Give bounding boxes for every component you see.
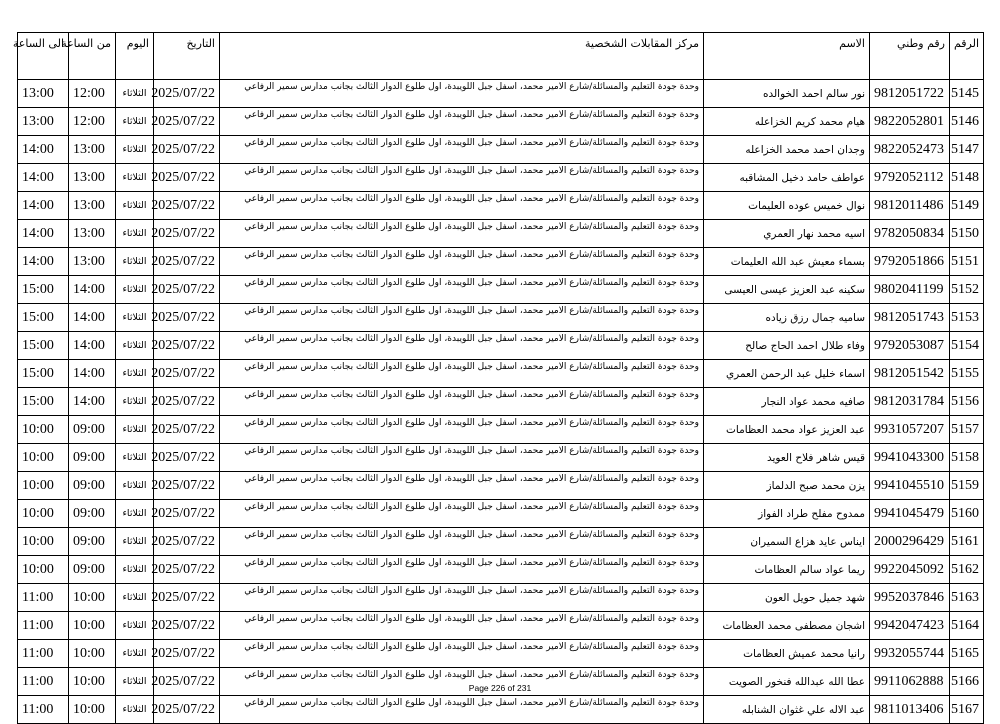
header-day: اليوم bbox=[116, 33, 154, 80]
name-cell: عواطف حامد دخيل المشاقبه bbox=[704, 164, 870, 192]
table-row bbox=[18, 528, 984, 556]
date-cell: 2025/07/22 bbox=[154, 388, 220, 416]
national-id-cell: 9812031784 bbox=[870, 388, 950, 416]
table-row bbox=[18, 332, 984, 360]
to-time-cell: 14:00 bbox=[18, 164, 69, 192]
national-id-cell: 9812051542 bbox=[870, 360, 950, 388]
national-id-cell: 9802041199 bbox=[870, 276, 950, 304]
name-cell: اشجان مصطفى محمد العظامات bbox=[704, 612, 870, 640]
table-row bbox=[18, 80, 984, 108]
day-cell: الثلاثاء bbox=[116, 164, 154, 192]
national-id-cell: 9822052801 bbox=[870, 108, 950, 136]
from-time-cell: 09:00 bbox=[69, 472, 116, 500]
center-cell: وحدة جودة التعليم والمسائلة/شارع الامير محمد، اسفل جبل اللويبدة، اول طلوع الدوار الثالث بجانب مدارس سمير الرفاعي bbox=[220, 584, 704, 612]
row-number: 5146 bbox=[950, 108, 984, 136]
to-time-cell: 14:00 bbox=[18, 192, 69, 220]
name-cell: شهد جميل حويل العون bbox=[704, 584, 870, 612]
from-time-cell: 13:00 bbox=[69, 164, 116, 192]
name-cell: عبد الاله علي غثوان الشنابله bbox=[704, 696, 870, 724]
to-time-cell: 10:00 bbox=[18, 556, 69, 584]
row-number: 5151 bbox=[950, 248, 984, 276]
center-cell: وحدة جودة التعليم والمسائلة/شارع الامير محمد، اسفل جبل اللويبدة، اول طلوع الدوار الثالث بجانب مدارس سمير الرفاعي bbox=[220, 360, 704, 388]
table-row bbox=[18, 108, 984, 136]
national-id-cell: 9812051722 bbox=[870, 80, 950, 108]
table-row bbox=[18, 164, 984, 192]
date-cell: 2025/07/22 bbox=[154, 360, 220, 388]
day-cell: الثلاثاء bbox=[116, 612, 154, 640]
center-cell: وحدة جودة التعليم والمسائلة/شارع الامير محمد، اسفل جبل اللويبدة، اول طلوع الدوار الثالث بجانب مدارس سمير الرفاعي bbox=[220, 416, 704, 444]
date-cell: 2025/07/22 bbox=[154, 500, 220, 528]
from-time-cell: 10:00 bbox=[69, 696, 116, 724]
from-time-cell: 10:00 bbox=[69, 640, 116, 668]
table-row bbox=[18, 248, 984, 276]
to-time-cell: 13:00 bbox=[18, 80, 69, 108]
from-time-cell: 12:00 bbox=[69, 80, 116, 108]
center-cell: وحدة جودة التعليم والمسائلة/شارع الامير محمد، اسفل جبل اللويبدة، اول طلوع الدوار الثالث بجانب مدارس سمير الرفاعي bbox=[220, 388, 704, 416]
row-number: 5159 bbox=[950, 472, 984, 500]
day-cell: الثلاثاء bbox=[116, 444, 154, 472]
to-time-cell: 15:00 bbox=[18, 304, 69, 332]
row-number: 5158 bbox=[950, 444, 984, 472]
center-cell: وحدة جودة التعليم والمسائلة/شارع الامير محمد، اسفل جبل اللويبدة، اول طلوع الدوار الثالث بجانب مدارس سمير الرفاعي bbox=[220, 444, 704, 472]
national-id-cell: 9941045479 bbox=[870, 500, 950, 528]
from-time-cell: 13:00 bbox=[69, 136, 116, 164]
national-id-cell: 9941043300 bbox=[870, 444, 950, 472]
to-time-cell: 14:00 bbox=[18, 136, 69, 164]
table-row bbox=[18, 640, 984, 668]
center-cell: وحدة جودة التعليم والمسائلة/شارع الامير محمد، اسفل جبل اللويبدة، اول طلوع الدوار الثالث بجانب مدارس سمير الرفاعي bbox=[220, 612, 704, 640]
day-cell: الثلاثاء bbox=[116, 472, 154, 500]
national-id-cell: 9782050834 bbox=[870, 220, 950, 248]
name-cell: سكينه عبد العزيز عيسى العيسى bbox=[704, 276, 870, 304]
date-cell: 2025/07/22 bbox=[154, 276, 220, 304]
name-cell: قيس شاهر فلاح العويد bbox=[704, 444, 870, 472]
center-cell: وحدة جودة التعليم والمسائلة/شارع الامير محمد، اسفل جبل اللويبدة، اول طلوع الدوار الثالث بجانب مدارس سمير الرفاعي bbox=[220, 304, 704, 332]
day-cell: الثلاثاء bbox=[116, 668, 154, 696]
name-cell: اسيه محمد نهار العمري bbox=[704, 220, 870, 248]
name-cell: بسماء معيش عبد الله العليمات bbox=[704, 248, 870, 276]
to-time-cell: 11:00 bbox=[18, 668, 69, 696]
name-cell: نوال خميس عوده العليمات bbox=[704, 192, 870, 220]
center-cell: وحدة جودة التعليم والمسائلة/شارع الامير محمد، اسفل جبل اللويبدة، اول طلوع الدوار الثالث بجانب مدارس سمير الرفاعي bbox=[220, 164, 704, 192]
table-row bbox=[18, 584, 984, 612]
interview-schedule-table bbox=[12, 32, 984, 724]
from-time-cell: 09:00 bbox=[69, 528, 116, 556]
from-time-cell: 14:00 bbox=[69, 276, 116, 304]
date-cell: 2025/07/22 bbox=[154, 556, 220, 584]
date-cell: 2025/07/22 bbox=[154, 528, 220, 556]
center-cell: وحدة جودة التعليم والمسائلة/شارع الامير محمد، اسفل جبل اللويبدة، اول طلوع الدوار الثالث بجانب مدارس سمير الرفاعي bbox=[220, 136, 704, 164]
day-cell: الثلاثاء bbox=[116, 696, 154, 724]
row-number: 5147 bbox=[950, 136, 984, 164]
table-row bbox=[18, 304, 984, 332]
national-id-cell: 9792052112 bbox=[870, 164, 950, 192]
table-row bbox=[18, 192, 984, 220]
table-row bbox=[18, 276, 984, 304]
day-cell: الثلاثاء bbox=[116, 220, 154, 248]
day-cell: الثلاثاء bbox=[116, 640, 154, 668]
table-row bbox=[18, 696, 984, 724]
from-time-cell: 14:00 bbox=[69, 304, 116, 332]
day-cell: الثلاثاء bbox=[116, 584, 154, 612]
row-number: 5163 bbox=[950, 584, 984, 612]
center-cell: وحدة جودة التعليم والمسائلة/شارع الامير محمد، اسفل جبل اللويبدة، اول طلوع الدوار الثالث بجانب مدارس سمير الرفاعي bbox=[220, 556, 704, 584]
day-cell: الثلاثاء bbox=[116, 500, 154, 528]
from-time-cell: 09:00 bbox=[69, 556, 116, 584]
date-cell: 2025/07/22 bbox=[154, 192, 220, 220]
row-number: 5149 bbox=[950, 192, 984, 220]
row-number: 5162 bbox=[950, 556, 984, 584]
table-row bbox=[18, 136, 984, 164]
date-cell: 2025/07/22 bbox=[154, 416, 220, 444]
national-id-cell: 9932055744 bbox=[870, 640, 950, 668]
national-id-cell: 2000296429 bbox=[870, 528, 950, 556]
from-time-cell: 13:00 bbox=[69, 192, 116, 220]
to-time-cell: 15:00 bbox=[18, 332, 69, 360]
center-cell: وحدة جودة التعليم والمسائلة/شارع الامير محمد، اسفل جبل اللويبدة، اول طلوع الدوار الثالث بجانب مدارس سمير الرفاعي bbox=[220, 108, 704, 136]
row-number: 5154 bbox=[950, 332, 984, 360]
national-id-cell: 9812011486 bbox=[870, 192, 950, 220]
national-id-cell: 9792053087 bbox=[870, 332, 950, 360]
to-time-cell: 14:00 bbox=[18, 248, 69, 276]
name-cell: عبد العزيز عواد محمد العظامات bbox=[704, 416, 870, 444]
from-time-cell: 12:00 bbox=[69, 108, 116, 136]
name-cell: ريما عواد سالم العظامات bbox=[704, 556, 870, 584]
table-row bbox=[18, 220, 984, 248]
day-cell: الثلاثاء bbox=[116, 248, 154, 276]
name-cell: ايناس عايد هزاع السميران bbox=[704, 528, 870, 556]
national-id-cell: 9911062888 bbox=[870, 668, 950, 696]
header-row bbox=[18, 33, 984, 80]
from-time-cell: 14:00 bbox=[69, 388, 116, 416]
center-cell: وحدة جودة التعليم والمسائلة/شارع الامير محمد، اسفل جبل اللويبدة، اول طلوع الدوار الثالث بجانب مدارس سمير الرفاعي bbox=[220, 696, 704, 724]
day-cell: الثلاثاء bbox=[116, 416, 154, 444]
date-cell: 2025/07/22 bbox=[154, 584, 220, 612]
day-cell: الثلاثاء bbox=[116, 388, 154, 416]
name-cell: رانيا محمد عميش العظامات bbox=[704, 640, 870, 668]
national-id-cell: 9792051866 bbox=[870, 248, 950, 276]
row-number: 5165 bbox=[950, 640, 984, 668]
date-cell: 2025/07/22 bbox=[154, 472, 220, 500]
row-number: 5161 bbox=[950, 528, 984, 556]
row-number: 5160 bbox=[950, 500, 984, 528]
date-cell: 2025/07/22 bbox=[154, 248, 220, 276]
row-number: 5145 bbox=[950, 80, 984, 108]
from-time-cell: 13:00 bbox=[69, 220, 116, 248]
day-cell: الثلاثاء bbox=[116, 556, 154, 584]
table-row bbox=[18, 472, 984, 500]
from-time-cell: 10:00 bbox=[69, 612, 116, 640]
header-number: الرقم bbox=[950, 33, 984, 80]
date-cell: 2025/07/22 bbox=[154, 668, 220, 696]
from-time-cell: 09:00 bbox=[69, 444, 116, 472]
to-time-cell: 10:00 bbox=[18, 472, 69, 500]
day-cell: الثلاثاء bbox=[116, 108, 154, 136]
national-id-cell: 9922045092 bbox=[870, 556, 950, 584]
national-id-cell: 9941045510 bbox=[870, 472, 950, 500]
row-number: 5156 bbox=[950, 388, 984, 416]
from-time-cell: 14:00 bbox=[69, 332, 116, 360]
header-national-id: رقم وطني bbox=[870, 33, 950, 80]
date-cell: 2025/07/22 bbox=[154, 220, 220, 248]
name-cell: وفاء طلال احمد الحاج صالح bbox=[704, 332, 870, 360]
row-number: 5150 bbox=[950, 220, 984, 248]
table-row bbox=[18, 388, 984, 416]
to-time-cell: 13:00 bbox=[18, 108, 69, 136]
date-cell: 2025/07/22 bbox=[154, 108, 220, 136]
table-row bbox=[18, 556, 984, 584]
national-id-cell: 9812051743 bbox=[870, 304, 950, 332]
to-time-cell: 10:00 bbox=[18, 528, 69, 556]
name-cell: يزن محمد صبح الدلماز bbox=[704, 472, 870, 500]
to-time-cell: 14:00 bbox=[18, 220, 69, 248]
to-time-cell: 15:00 bbox=[18, 388, 69, 416]
date-cell: 2025/07/22 bbox=[154, 164, 220, 192]
to-time-cell: 11:00 bbox=[18, 612, 69, 640]
row-number: 5153 bbox=[950, 304, 984, 332]
day-cell: الثلاثاء bbox=[116, 80, 154, 108]
name-cell: عطا الله عبدالله فنخور الصويت bbox=[704, 668, 870, 696]
row-number: 5167 bbox=[950, 696, 984, 724]
center-cell: وحدة جودة التعليم والمسائلة/شارع الامير محمد، اسفل جبل اللويبدة، اول طلوع الدوار الثالث بجانب مدارس سمير الرفاعي bbox=[220, 528, 704, 556]
date-cell: 2025/07/22 bbox=[154, 304, 220, 332]
row-number: 5155 bbox=[950, 360, 984, 388]
date-cell: 2025/07/22 bbox=[154, 332, 220, 360]
national-id-cell: 9952037846 bbox=[870, 584, 950, 612]
day-cell: الثلاثاء bbox=[116, 360, 154, 388]
row-number: 5164 bbox=[950, 612, 984, 640]
row-number: 5148 bbox=[950, 164, 984, 192]
from-time-cell: 10:00 bbox=[69, 584, 116, 612]
date-cell: 2025/07/22 bbox=[154, 612, 220, 640]
header-to: الى الساعة bbox=[18, 33, 69, 80]
name-cell: هيام محمد كريم الخزاعله bbox=[704, 108, 870, 136]
name-cell: ممدوح مفلح طراد الفواز bbox=[704, 500, 870, 528]
center-cell: وحدة جودة التعليم والمسائلة/شارع الامير محمد، اسفل جبل اللويبدة، اول طلوع الدوار الثالث بجانب مدارس سمير الرفاعي bbox=[220, 500, 704, 528]
day-cell: الثلاثاء bbox=[116, 192, 154, 220]
header-from: من الساعة bbox=[69, 33, 116, 80]
center-cell: وحدة جودة التعليم والمسائلة/شارع الامير محمد، اسفل جبل اللويبدة، اول طلوع الدوار الثالث بجانب مدارس سمير الرفاعي bbox=[220, 276, 704, 304]
day-cell: الثلاثاء bbox=[116, 304, 154, 332]
name-cell: وجدان احمد محمد الخزاعله bbox=[704, 136, 870, 164]
table-row bbox=[18, 444, 984, 472]
from-time-cell: 14:00 bbox=[69, 360, 116, 388]
to-time-cell: 11:00 bbox=[18, 640, 69, 668]
day-cell: الثلاثاء bbox=[116, 332, 154, 360]
name-cell: ساميه جمال رزق زياده bbox=[704, 304, 870, 332]
day-cell: الثلاثاء bbox=[116, 528, 154, 556]
center-cell: وحدة جودة التعليم والمسائلة/شارع الامير محمد، اسفل جبل اللويبدة، اول طلوع الدوار الثالث بجانب مدارس سمير الرفاعي bbox=[220, 668, 704, 696]
to-time-cell: 10:00 bbox=[18, 500, 69, 528]
center-cell: وحدة جودة التعليم والمسائلة/شارع الامير محمد، اسفل جبل اللويبدة، اول طلوع الدوار الثالث بجانب مدارس سمير الرفاعي bbox=[220, 192, 704, 220]
row-number: 5152 bbox=[950, 276, 984, 304]
center-cell: وحدة جودة التعليم والمسائلة/شارع الامير محمد، اسفل جبل اللويبدة، اول طلوع الدوار الثالث بجانب مدارس سمير الرفاعي bbox=[220, 248, 704, 276]
national-id-cell: 9942047423 bbox=[870, 612, 950, 640]
date-cell: 2025/07/22 bbox=[154, 444, 220, 472]
table-row bbox=[18, 416, 984, 444]
table-row bbox=[18, 500, 984, 528]
name-cell: صافيه محمد عواد النجار bbox=[704, 388, 870, 416]
center-cell: وحدة جودة التعليم والمسائلة/شارع الامير محمد، اسفل جبل اللويبدة، اول طلوع الدوار الثالث بجانب مدارس سمير الرفاعي bbox=[220, 640, 704, 668]
center-cell: وحدة جودة التعليم والمسائلة/شارع الامير محمد، اسفل جبل اللويبدة، اول طلوع الدوار الثالث بجانب مدارس سمير الرفاعي bbox=[220, 472, 704, 500]
name-cell: اسماء خليل عبد الرحمن العمري bbox=[704, 360, 870, 388]
center-cell: وحدة جودة التعليم والمسائلة/شارع الامير محمد، اسفل جبل اللويبدة، اول طلوع الدوار الثالث بجانب مدارس سمير الرفاعي bbox=[220, 220, 704, 248]
name-cell: نور سالم احمد الخوالده bbox=[704, 80, 870, 108]
page-number: Page 226 of 231 bbox=[468, 683, 532, 693]
header-name: الاسم bbox=[704, 33, 870, 80]
from-time-cell: 09:00 bbox=[69, 416, 116, 444]
from-time-cell: 09:00 bbox=[69, 500, 116, 528]
national-id-cell: 9931057207 bbox=[870, 416, 950, 444]
header-date: التاريخ bbox=[154, 33, 220, 80]
day-cell: الثلاثاء bbox=[116, 276, 154, 304]
table-row bbox=[18, 360, 984, 388]
to-time-cell: 11:00 bbox=[18, 696, 69, 724]
national-id-cell: 9811013406 bbox=[870, 696, 950, 724]
date-cell: 2025/07/22 bbox=[154, 136, 220, 164]
from-time-cell: 10:00 bbox=[69, 668, 116, 696]
to-time-cell: 15:00 bbox=[18, 276, 69, 304]
to-time-cell: 10:00 bbox=[18, 416, 69, 444]
center-cell: وحدة جودة التعليم والمسائلة/شارع الامير محمد، اسفل جبل اللويبدة، اول طلوع الدوار الثالث بجانب مدارس سمير الرفاعي bbox=[220, 80, 704, 108]
date-cell: 2025/07/22 bbox=[154, 696, 220, 724]
row-number: 5166 bbox=[950, 668, 984, 696]
to-time-cell: 15:00 bbox=[18, 360, 69, 388]
from-time-cell: 13:00 bbox=[69, 248, 116, 276]
date-cell: 2025/07/22 bbox=[154, 80, 220, 108]
table-row bbox=[18, 612, 984, 640]
national-id-cell: 9822052473 bbox=[870, 136, 950, 164]
row-number: 5157 bbox=[950, 416, 984, 444]
header-center: مركز المقابلات الشخصية bbox=[220, 33, 704, 80]
to-time-cell: 10:00 bbox=[18, 444, 69, 472]
to-time-cell: 11:00 bbox=[18, 584, 69, 612]
center-cell: وحدة جودة التعليم والمسائلة/شارع الامير محمد، اسفل جبل اللويبدة، اول طلوع الدوار الثالث بجانب مدارس سمير الرفاعي bbox=[220, 332, 704, 360]
day-cell: الثلاثاء bbox=[116, 136, 154, 164]
date-cell: 2025/07/22 bbox=[154, 640, 220, 668]
